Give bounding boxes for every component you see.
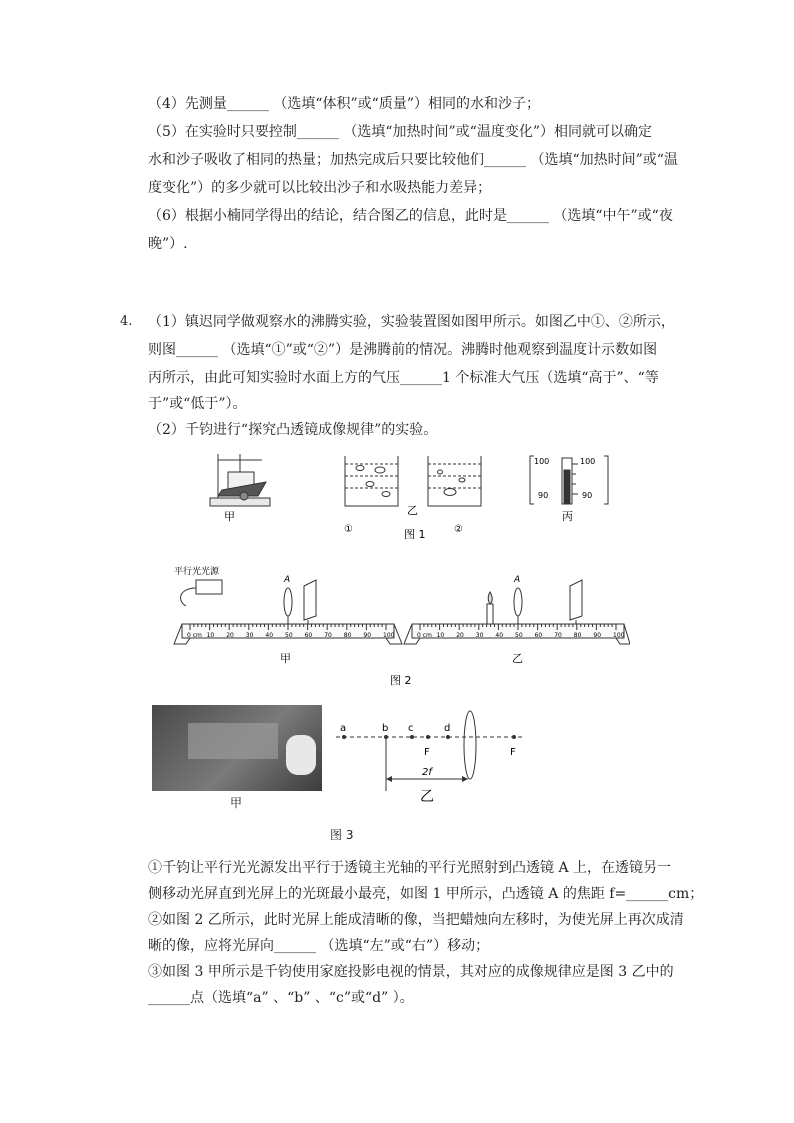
q3-line-6: 晚”）. bbox=[148, 236, 188, 252]
figure-1 bbox=[200, 450, 620, 545]
scale-label-left: 70 bbox=[324, 632, 332, 639]
scale-label-right: 0 cm bbox=[417, 632, 432, 639]
q4-number: 4. bbox=[120, 314, 133, 329]
scale-label-right: 30 bbox=[475, 632, 484, 639]
fig3-yi-label: 乙 bbox=[420, 789, 434, 805]
point-c-label: c bbox=[408, 723, 414, 734]
two-f-label: 2f bbox=[422, 767, 432, 778]
boiling-apparatus-figure bbox=[210, 454, 270, 506]
fig1-title: 图 1 bbox=[404, 528, 426, 541]
scale-label-right: 40 bbox=[495, 632, 504, 639]
scale-label-right: 20 bbox=[456, 632, 464, 639]
q4-sub-line-6: ______点（选填“a” 、“b” 、“c”或“d” ）。 bbox=[148, 990, 414, 1006]
candle-right bbox=[487, 592, 493, 624]
q3-line-5: （6）根据小楠同学得出的结论，结合图乙的信息，此时是______ （选填“中午”或“夜 bbox=[148, 208, 673, 224]
scale-label-left: 10 bbox=[206, 632, 215, 639]
figure-3-diagram bbox=[330, 705, 530, 805]
fig1-tick-90-right: 90 bbox=[582, 491, 593, 500]
q4-line-5: （2）千钧进行“探究凸透镜成像规律”的实验。 bbox=[148, 422, 438, 438]
scale-label-right: 80 bbox=[573, 632, 582, 639]
lens-a-left bbox=[284, 588, 292, 624]
q4-sub-line-3: ②如图 2 乙所示，此时光屏上能成清晰的像，当把蜡烛向左移时，为使光屏上再次成清 bbox=[148, 912, 684, 928]
q4-line-1: （1）镇迟同学做观察水的沸腾实验，实验装置图如图甲所示。如图乙中①、②所示， bbox=[148, 314, 675, 330]
scale-label-right: 50 bbox=[515, 632, 523, 639]
q4-sub-line-4: 晰的像，应将光屏向______ （选填“左”或“右”）移动； bbox=[148, 938, 490, 954]
point-a-label: a bbox=[340, 723, 347, 734]
q4-line-4: 于”或“低于”）。 bbox=[148, 396, 247, 412]
scale-label-left: 30 bbox=[245, 632, 254, 639]
scale-label-right: 10 bbox=[436, 632, 445, 639]
scale-label-left: 50 bbox=[285, 632, 293, 639]
q3-line-1: （4）先测量______ （选填“体积”或“质量”）相同的水和沙子； bbox=[148, 96, 540, 112]
scale-label-left: 100 bbox=[383, 632, 395, 639]
beaker-2 bbox=[428, 456, 481, 506]
fig1-tick-100-left: 100 bbox=[534, 457, 550, 466]
fig1-bing-label: 丙 bbox=[562, 510, 573, 523]
q3-line-2: （5）在实验时只要控制______ （选填“加热时间”或“温度变化”）相同就可以确定 bbox=[148, 124, 652, 140]
fig3-title: 图 3 bbox=[330, 828, 354, 842]
scale-label-left: 90 bbox=[363, 632, 372, 639]
scale-label-left: 80 bbox=[343, 632, 352, 639]
point-b-label: b bbox=[382, 723, 389, 734]
scale-label-left: 60 bbox=[304, 632, 313, 639]
fig2-lens-a2-label: A bbox=[514, 575, 521, 585]
focal-point-left-label: F bbox=[424, 747, 430, 758]
fig2-yi-label: 乙 bbox=[512, 652, 523, 665]
focal-point-right-label: F bbox=[510, 747, 516, 758]
scale-label-left: 20 bbox=[226, 632, 234, 639]
bright-highlight bbox=[286, 735, 316, 775]
scale-label-right: 60 bbox=[534, 632, 543, 639]
fig1-circle-1: ① bbox=[344, 524, 353, 535]
scale-label-left: 40 bbox=[265, 632, 274, 639]
q4-sub-line-5: ③如图 3 甲所示是千钧使用家庭投影电视的情景，其对应的成像规律应是图 3 乙中的 bbox=[148, 964, 674, 980]
q4-line-2: 则图______ （选填“①”或“②”）是沸腾前的情况。沸腾时他观察到温度计示数如图 bbox=[148, 342, 658, 358]
beaker-1 bbox=[345, 456, 398, 506]
fig1-circle-2: ② bbox=[454, 524, 463, 535]
scale-label-right: 70 bbox=[554, 632, 562, 639]
fig2-jia-label: 甲 bbox=[280, 652, 291, 665]
q4-sub-line-2: 侧移动光屏直到光屏上的光斑最小最亮，如图 1 甲所示，凸透镜 A 的焦距 f=______cm； bbox=[148, 886, 704, 902]
screen-left bbox=[304, 580, 316, 624]
q3-line-4: 度变化”）的多少就可以比较出沙子和水吸热能力差异； bbox=[148, 180, 492, 196]
fig1-tick-100-right: 100 bbox=[580, 457, 596, 466]
q4-sub-line-1: ①千钧让平行光光源发出平行于透镜主光轴的平行光照射到凸透镜 A 上，在透镜另一 bbox=[148, 860, 672, 876]
fig3-photo bbox=[152, 705, 322, 791]
fig1-yi-label: 乙 bbox=[407, 504, 418, 517]
figure-2 bbox=[160, 560, 630, 690]
scale-label-right: 90 bbox=[593, 632, 602, 639]
fig1-jia-label: 甲 bbox=[224, 510, 235, 523]
fig3-jia-label: 甲 bbox=[230, 796, 243, 810]
projected-screen-light bbox=[188, 723, 278, 759]
q4-line-3: 丙所示，由此可知实验时水面上方的气压______1 个标准大气压（选填“高于”、“等 bbox=[148, 370, 659, 386]
fig2-lens-a-label: A bbox=[284, 575, 291, 585]
convex-lens bbox=[464, 711, 476, 779]
lens-a-right bbox=[514, 588, 522, 624]
q3-line-3: 水和沙子吸收了相同的热量；加热完成后只要比较他们______ （选填“加热时间”或“温 bbox=[148, 152, 678, 168]
fig1-tick-90-left: 90 bbox=[538, 491, 549, 500]
fig2-source-label: 平行光光源 bbox=[174, 567, 220, 577]
scale-label-left: 0 cm bbox=[187, 632, 202, 639]
point-d-label: d bbox=[444, 723, 451, 734]
fig2-title: 图 2 bbox=[390, 674, 412, 687]
screen-right bbox=[570, 580, 582, 624]
scale-label-right: 100 bbox=[613, 632, 625, 639]
